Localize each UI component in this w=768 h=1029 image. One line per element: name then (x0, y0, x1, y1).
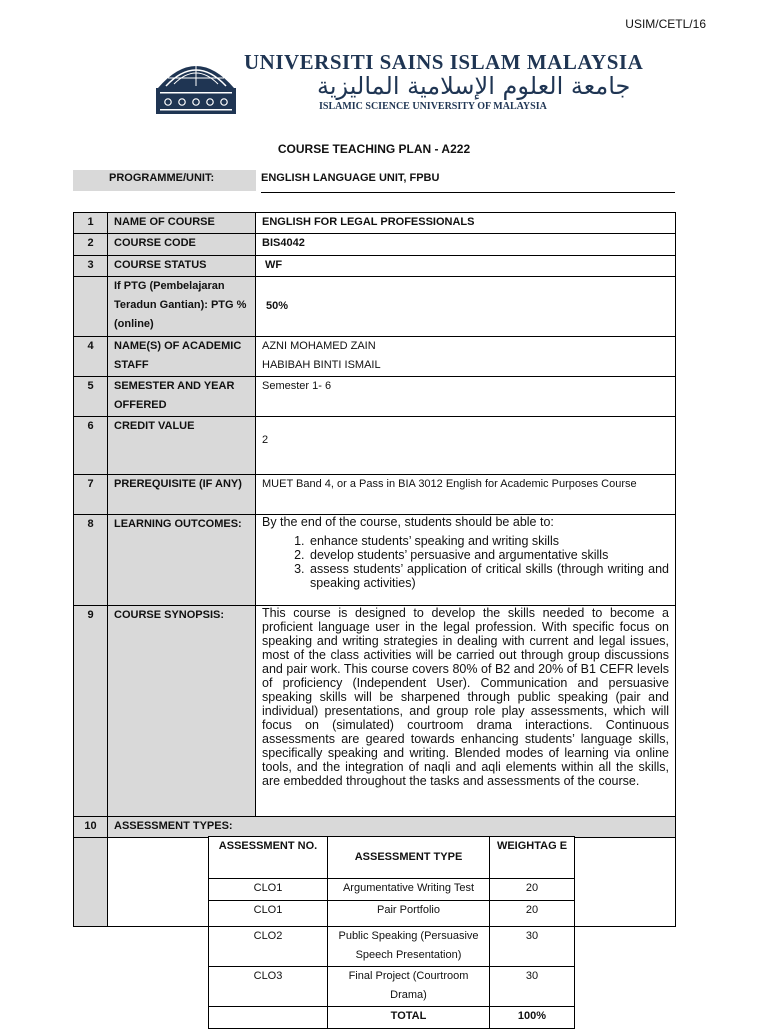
assessment-table (208, 836, 575, 1029)
assessment-no: CLO1 (209, 879, 328, 901)
semester-row (74, 377, 676, 417)
learning-outcome-item: 2. develop students’ persuasive and argumentative skills (308, 548, 669, 562)
assessment-type-header: ASSESSMENT TYPE (328, 837, 490, 879)
row-number: 1 (74, 213, 108, 234)
assessment-type: Pair Portfolio (328, 901, 490, 927)
row-number: 10 (74, 817, 108, 838)
university-name-arabic: جامعة العلوم الإسلامية الماليزية (317, 72, 631, 100)
assessment-no: CLO1 (209, 901, 328, 927)
university-emblem-icon (152, 48, 240, 116)
assessment-row (209, 901, 575, 927)
programme-row (73, 170, 675, 193)
course-synopsis-text: This course is designed to develop the skills needed to become a proficient language user in the legal profession. With specific focus on speaking and writing strategies in dealing with current and legal issues, most of the class activities will be carried out through group discussions and pair work. This course covers 80% of B2 and 20% of B1 CEFR levels of proficiency (Independent User). Communication and persuasive speaking skills will be sharpened through public speaking (pair and individual) presentations, and group role play assessments, which will focus on (simulated) courtroom drama interactions. Continuous assessments are geared towards enhancing students’ language skills, specifically speaking and writing. Blended modes of learning via online tools, and the integration of naqli and aqli elements within all the skills, are embedded throughout the tasks and assessments of the course. (262, 606, 669, 788)
assessment-no: CLO3 (209, 967, 328, 1007)
learning-outcomes-list (262, 534, 669, 590)
credit-value-label: CREDIT VALUE (108, 417, 256, 475)
assessment-row (209, 967, 575, 1007)
assessment-types-label: ASSESSMENT TYPES: (108, 817, 676, 838)
assessment-type: Final Project (Courtroom Drama) (328, 967, 490, 1007)
row-number: 4 (74, 337, 108, 377)
learning-outcomes-label: LEARNING OUTCOMES: (108, 515, 256, 606)
row-number: 3 (74, 256, 108, 277)
row-number: 8 (74, 515, 108, 606)
semester-value: Semester 1- 6 (256, 377, 676, 417)
academic-staff-row (74, 337, 676, 377)
assessment-table-header (209, 837, 575, 879)
learning-outcomes-row (74, 515, 676, 606)
learning-outcomes-value (256, 515, 676, 606)
assessment-type: Argumentative Writing Test (328, 879, 490, 901)
row-number: 6 (74, 417, 108, 475)
course-name-value: ENGLISH FOR LEGAL PROFESSIONALS (256, 213, 676, 234)
assessment-total-spacer (209, 1007, 328, 1029)
assessment-no-header: ASSESSMENT NO. (209, 837, 328, 879)
assessment-weight: 20 (490, 879, 575, 901)
credit-value-row (74, 417, 676, 475)
row-number: 9 (74, 606, 108, 817)
programme-value: ENGLISH LANGUAGE UNIT, FPBU (261, 170, 675, 193)
assessment-row (209, 927, 575, 967)
learning-outcome-item: 3. assess students’ application of critical skills (through writing and speaking activities) (308, 562, 669, 590)
prerequisite-row (74, 475, 676, 515)
row-number (74, 277, 108, 337)
row-number: 5 (74, 377, 108, 417)
course-code-value: BIS4042 (256, 234, 676, 256)
ptg-label: If PTG (Pembelajaran Teradun Gantian): PTG % (online) (108, 277, 256, 337)
course-name-row (74, 213, 676, 234)
course-synopsis-label: COURSE SYNOPSIS: (108, 606, 256, 817)
course-info-table (73, 212, 676, 927)
assessment-total-row (209, 1007, 575, 1029)
ptg-row (74, 277, 676, 337)
academic-staff-label: NAME(S) OF ACADEMIC STAFF (108, 337, 256, 377)
assessment-row (209, 879, 575, 901)
assessment-weight: 20 (490, 901, 575, 927)
university-name-english: UNIVERSITI SAINS ISLAM MALAYSIA (244, 50, 644, 74)
row-number: 7 (74, 475, 108, 515)
credit-value: 2 (256, 417, 676, 475)
prerequisite-value: MUET Band 4, or a Pass in BIA 3012 English for Academic Purposes Course (256, 475, 676, 515)
programme-label: PROGRAMME/UNIT: (73, 170, 256, 191)
ptg-value: 50% (256, 277, 676, 337)
assessment-type: Public Speaking (Persuasive Speech Presentation) (328, 927, 490, 967)
assessment-weight: 30 (490, 927, 575, 967)
staff-name: AZNI MOHAMED ZAIN (262, 340, 376, 352)
semester-label: SEMESTER AND YEAR OFFERED (108, 377, 256, 417)
assessment-total-label: TOTAL (328, 1007, 490, 1029)
course-status-label: COURSE STATUS (108, 256, 256, 277)
assessment-no: CLO2 (209, 927, 328, 967)
university-logo (152, 48, 644, 116)
course-code-label: COURSE CODE (108, 234, 256, 256)
course-name-label: NAME OF COURSE (108, 213, 256, 234)
course-status-value: WF (256, 256, 676, 277)
staff-name: HABIBAH BINTI ISMAIL (262, 359, 381, 371)
academic-staff-value (256, 337, 676, 377)
university-name-subtitle: ISLAMIC SCIENCE UNIVERSITY OF MALAYSIA (319, 101, 547, 112)
assessment-total-value: 100% (490, 1007, 575, 1029)
weightage-header: WEIGHTAG E (490, 837, 575, 879)
learning-outcome-item: 1. enhance students’ speaking and writing skills (308, 534, 669, 548)
assessment-types-header-row (74, 817, 676, 838)
learning-outcomes-intro: By the end of the course, students should be able to: (262, 515, 554, 529)
row-number (74, 838, 108, 927)
row-number: 2 (74, 234, 108, 256)
prerequisite-label: PREREQUISITE (IF ANY) (108, 475, 256, 515)
document-reference: USIM/CETL/16 (625, 17, 706, 31)
assessment-weight: 30 (490, 967, 575, 1007)
course-synopsis-value (256, 606, 676, 817)
course-synopsis-row (74, 606, 676, 817)
course-code-row (74, 234, 676, 256)
document-title: COURSE TEACHING PLAN - A222 (277, 142, 471, 156)
course-status-row (74, 256, 676, 277)
